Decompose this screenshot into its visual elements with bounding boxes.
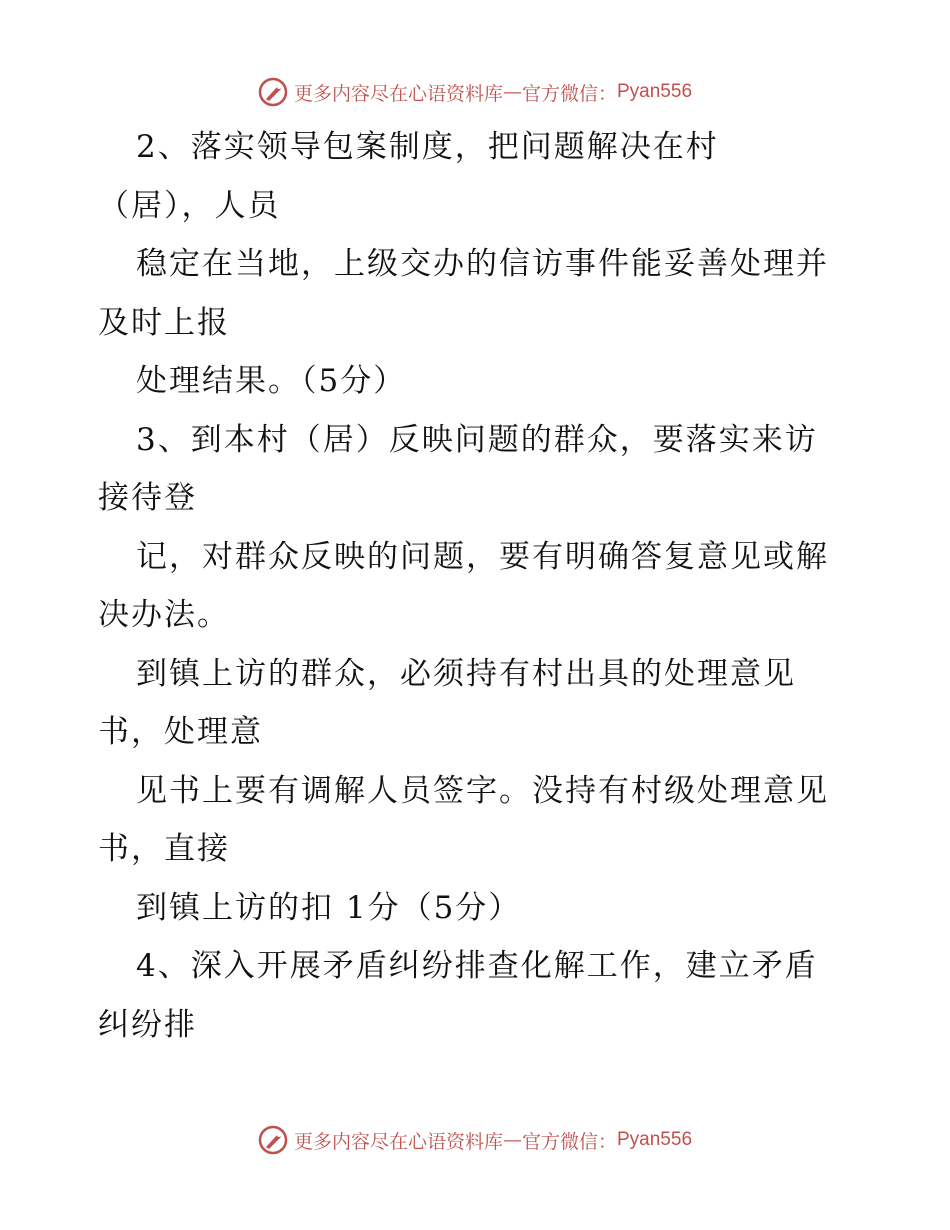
watermark-contact-id: Pyan556 (617, 1129, 693, 1150)
watermark-contact-label: 官方微信： (521, 82, 617, 105)
paragraph-line: 记，对群众反映的问题，要有明确答复意见或解 (136, 538, 829, 575)
paragraph-line: 决办法。 (98, 597, 230, 633)
watermark-brand: 更多内容尽在心语资料库 (293, 82, 503, 105)
paragraph-line: 书，处理意 (98, 714, 263, 750)
footer-watermark (0, 1120, 950, 1160)
paragraph-line: 接待登 (98, 480, 197, 516)
header-watermark (0, 72, 950, 112)
paragraph-line: 3、到本村（居）反映问题的群众，要落实来访 (136, 421, 818, 458)
paragraph-line: 处理结果。（5分） (136, 363, 407, 399)
paragraph-line: 到镇上访的扣 1分（5分） (136, 889, 522, 926)
paragraph-line: 见书上要有调解人员签字。没持有村级处理意见 (136, 772, 829, 809)
paragraph-line: 2、落实领导包案制度，把问题解决在村 (136, 129, 719, 165)
paragraph-line: 及时上报 (98, 304, 230, 341)
pen-nib-logo-icon (258, 77, 288, 107)
pen-nib-logo-icon (258, 1125, 288, 1155)
watermark-brand: 更多内容尽在心语资料库 (293, 1130, 503, 1153)
watermark-separator: — (502, 81, 522, 103)
paragraph-line: 稳定在当地，上级交办的信访事件能妥善处理并 (136, 246, 829, 282)
paragraph-line: 到镇上访的群众，必须持有村出具的处理意见 (136, 655, 796, 692)
paragraph-line: （居），人员 (98, 187, 281, 224)
paragraph-line: 书，直接 (98, 831, 230, 867)
watermark-contact-label: 官方微信： (521, 1130, 617, 1153)
paragraph-line: 4、深入开展矛盾纠纷排查化解工作，建立矛盾 (136, 948, 818, 984)
document-body (98, 118, 858, 1054)
paragraph-line: 纠纷排 (98, 1006, 197, 1043)
watermark-separator: — (502, 1129, 522, 1151)
watermark-contact-id: Pyan556 (617, 81, 693, 102)
